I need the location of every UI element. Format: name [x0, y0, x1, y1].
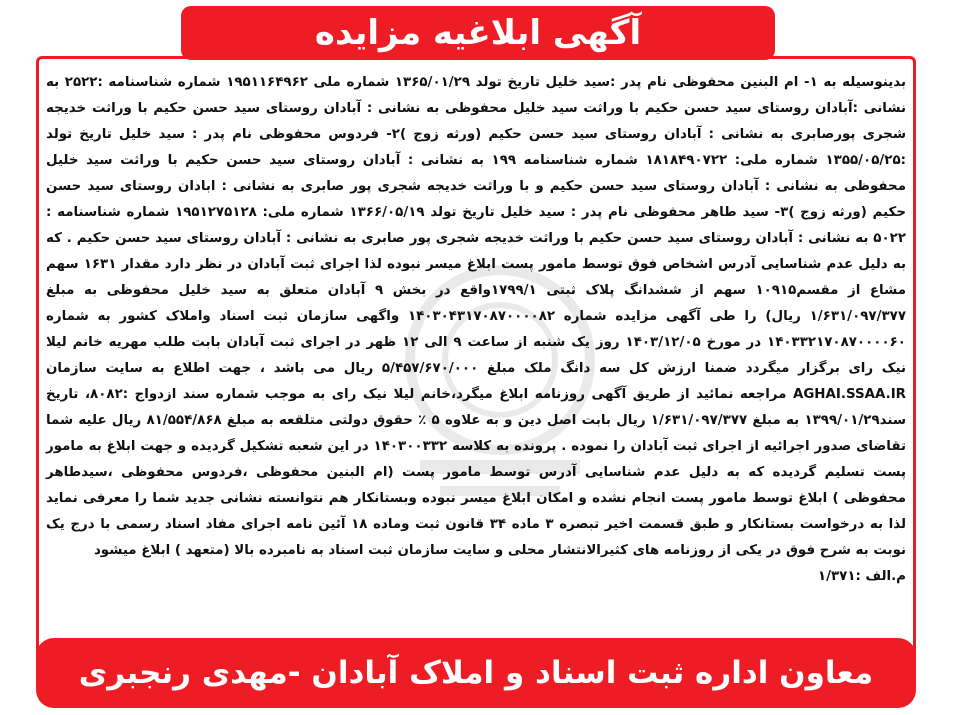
notice-body-text: بدینوسیله به ۱- ام البنین محفوظی نام پدر :سید خلیل تاریخ تولد ۱۳۶۵/۰۱/۲۹ شماره ملی ۱۹۵۱۱۶۴۹۶۲ شماره شناسنامه :۲۵۲۲ به نشانی :آبادان روستای سید حسن حکیم با وراثت سید خلیل محفوظی به نشانی : آبادان روستای سید حسن حکیم با وراثت خدیجه شجری پورصابری به نشانی : آبادان روستای سید حسن حکیم (ورثه زوج )۲- فردوس محفوظی نام پدر : سید خلیل تاریخ تولد :۱۳۵۵/۰۵/۲۵ شماره ملی: ۱۸۱۸۴۹۰۷۲۲ شماره شناسنامه ۱۹۹ به نشانی : آبادان روستای سید حسن حکیم با وراثت سید خلیل محفوظی به نشانی : آبادان روستای سید حسن حکیم و با وراثت خدیجه شجری پور صابری به نشانی : ابادان روستای سید حسن حکیم (ورثه زوج )۳- سید طاهر محفوظی نام پدر : سید خلیل تاریخ تولد ۱۳۶۶/۰۵/۱۹ شماره ملی: ۱۹۵۱۲۷۵۱۲۸ شماره شناسنامه : ۵۰۲۲ به نشانی : آبادان روستای سید حسن حکیم با وراثت خدیجه شجری پور صابری به نشانی : آبادان روستای سید حسن حکیم . که به دلیل عدم شناسایی آدرس اشخاص فوق توسط مامور پست ابلاغ میسر نبوده لذا اجرای ثبت آبادان در نظر دارد مقدار ۱۶۳۱ سهم مشاع از مقسم۱۰۹۱۵ سهم از ششدانگ پلاک ثبتی ۱۷۹۹/۱واقع در بخش ۹ آبادان متعلق به سید خلیل محفوظی به مبلغ ۱/۶۳۱/۰۹۷/۳۷۷ ریال) را طی آگهی مزایده شماره ۱۴۰۳۰۴۳۱۷۰۸۷۰۰۰۰۸۲ واگهی سازمان ثبت اسناد واملاک کشور به شماره ۱۴۰۳۳۲۱۷۰۸۷۰۰۰۰۶۰ در مورخ ۱۴۰۳/۱۲/۰۵ روز یک شنبه از ساعت ۹ الی ۱۲ ظهر در اجرای ثبت آبادان بابت طلب مهریه خانم لیلا نیک رای برگزار میگردد ضمنا ارزش کل سه دانگ ملک مبلغ ۵/۴۵۷/۶۷۰/۰۰۰ ریال می باشد ، جهت اطلاع به سایت سازمان AGHAI.SSAA.IR مراجعه نمائید از طریق آگهی روزنامه ابلاغ میگرد،خانم لیلا نیک رای به موجب شماره سند ازدواج :۸۰۸۲، تاریخ سند۱۳۹۹/۰۱/۲۹ به مبلغ ۱/۶۳۱/۰۹۷/۳۷۷ ریال بابت اصل دین و به علاوه ۵ ٪ حقوق دولتی متلقعه به مبلغ ۸۱/۵۵۴/۸۶۸ ریال علیه شما تقاضای صدور اجرائیه از اجرای ثبت آبادان را نموده . پرونده به کلاسه ۱۴۰۳۰۰۳۳۲ در این شعبه تشکیل گردیده و جهت ابلاغ به مامور پست تسلیم گردیده که به دلیل عدم شناسایی آدرس توسط مامور پست (ام البنین محفوظی ،فردوس محفوظی ،سیدطاهر محفوظی ) ابلاغ توسط مامور پست انجام نشده و امکان ابلاغ میسر نبوده وبستانکار هم نتوانسته نشانی جدید شما را معرفی نماید لذا به درخواست بستانکار و طبق قسمت اخیر تبصره ۳ ماده ۳۴ قانون ثبت وماده ۱۸ آئین نامه اجرای مفاد اسناد رسمی با درج یک نوبت به شرح فوق در یکی از روزنامه های کثیرالانتشار محلی و سایت سازمان ثبت اسناد به نامبرده بالا (متعهد ) ابلاغ میشود [46, 75, 907, 558]
footer-banner [36, 638, 916, 708]
signature-text: معاون اداره ثبت اسناد و املاک آبادان -مهدی رنجبری [78, 655, 874, 691]
reference-number: م.الف :۱/۳۷۱ [817, 569, 906, 584]
notice-body [46, 70, 906, 590]
title-banner [181, 6, 775, 60]
notice-title: آگهی ابلاغیه مزایده [314, 13, 642, 53]
